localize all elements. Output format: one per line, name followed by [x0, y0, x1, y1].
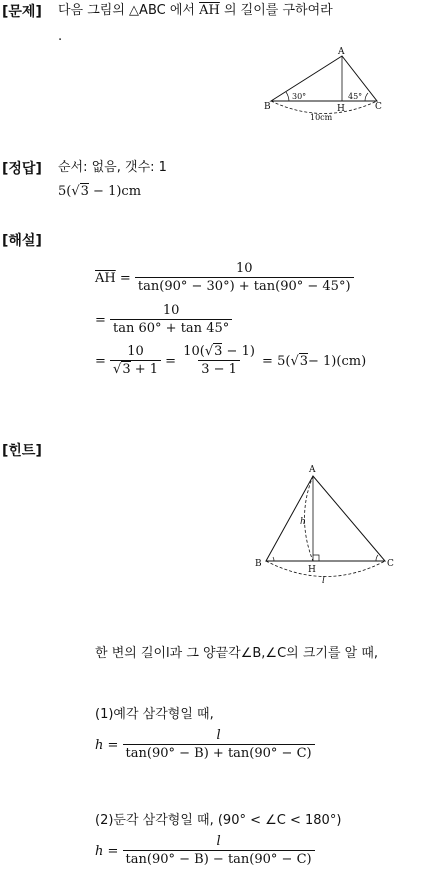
- hint-case2-formula: h = $\frac{l}{\tan(90^\circ - B) - \tan(90^\circ - C)}$: [95, 834, 315, 868]
- solution-equation-3: = $\frac{10}{√3 + 1}$ = $\frac{10(√3 - 1)}{3 - 1}$ = 5( √ 3 − 1)(cm): [95, 344, 367, 377]
- problem-text: 다음 그림의 △ABC 에서 $\overline{AH}$ 의 길이를 구하여라: [58, 3, 333, 18]
- hint-case2-title: (2)둔각 삼각형일 때, (90° < ∠C < 180°): [95, 813, 342, 828]
- vertex-c-label: C: [375, 102, 382, 112]
- hint-vertex-b-label: B: [255, 559, 262, 569]
- hint-vertex-c-label: C: [387, 559, 394, 569]
- solution-equation-1: $\overline{AH}$ = $\frac{10}{\tan(90^\circ - 30^\circ) + \tan(90^\circ - 45^\circ)}$: [95, 261, 354, 295]
- hint-vertex-a-label: A: [309, 465, 316, 475]
- answer-value: 5(√3 − 1)cm: [58, 184, 142, 199]
- answer-label: [정답]: [2, 161, 42, 177]
- vertex-a-label: A: [338, 47, 345, 57]
- hint-triangle-figure: [252, 460, 402, 588]
- problem-triangle-figure: [262, 44, 390, 124]
- answer-meta: 순서: 없음, 갯수: 1: [58, 160, 167, 175]
- solution-label: [해설]: [2, 233, 42, 249]
- hint-base-label: l: [322, 576, 325, 586]
- hint-label: [힌트]: [2, 443, 42, 459]
- hint-height-label: h: [300, 517, 306, 527]
- problem-text-continuation: .: [58, 29, 63, 44]
- hint-intro: 한 변의 길이l과 그 양끝각∠B,∠C의 크기를 알 때,: [95, 646, 379, 661]
- problem-label: [문제]: [2, 4, 42, 20]
- hint-case1-formula: h = $\frac{l}{\tan(90^\circ - B) + \tan(90^\circ - C)}$: [95, 728, 315, 762]
- foot-h-label: H: [337, 104, 345, 114]
- hint-case1-title: (1)예각 삼각형일 때,: [95, 707, 214, 722]
- angle-b-label: 30°: [292, 92, 307, 101]
- angle-c-label: 45°: [348, 92, 363, 101]
- solution-equation-2: = $\frac{10}{\tan 60^\circ + \tan 45^\circ}$: [95, 303, 232, 337]
- hint-foot-h-label: H: [308, 565, 316, 575]
- vertex-b-label: B: [264, 102, 271, 112]
- base-length-label: 10cm: [310, 113, 333, 122]
